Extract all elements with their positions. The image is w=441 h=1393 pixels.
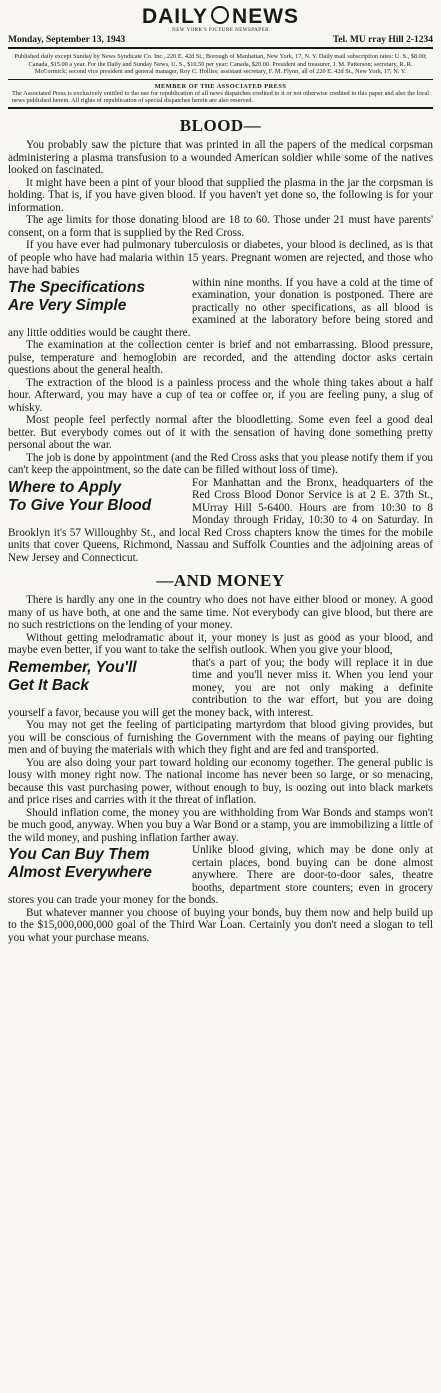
blood-paragraph: The examination at the collection center is brief and not embarrassing. Blood pressure, pulse, temperature and hemoglobin are recorded, and the attending doctor asks certain questions about the general health. xyxy=(8,339,433,377)
blood-paragraph: The extraction of the blood is a painless process and the whole thing takes about a half hour. Afterward, you may have a cup of tea or coffee or, if you are feeling puny, a slug of whisky. xyxy=(8,376,433,414)
money-paragraph: You may not get the feeling of participating martyrdom that blood giving provides, but you will be conscious of furnishing the Government with the means of paying our fighting men and of buying the materials with which they fight and are fed and transported. xyxy=(8,719,433,757)
newspaper-title xyxy=(8,6,433,27)
subhead-line: The Specifications xyxy=(8,278,145,296)
money-paragraph: Should inflation come, the money you are withholding from War Bonds and stamps won't be much good, anyway. When you buy a War Bond or a stamp, you are immobilizing a little of the wild money, and pushing inflation farther away. xyxy=(8,806,433,844)
blood-paragraph: within nine months. If you have a cold at the time of examination, your donation is postponed. There are practically no other specifications, as all blood is examined at the laboratory before being stored and any little oddities would be caught there. xyxy=(8,276,433,339)
blood-paragraph: If you have ever had pulmonary tuberculosis or diabetes, your blood is declined, as is that of people who have had malaria within 15 years. Pregnant women are rejected, and those who have had babies xyxy=(8,239,433,277)
blood-paragraph: You probably saw the picture that was printed in all the papers of the medical corpsman administering a plasma transfusion to a wounded American soldier while some of the natives looked on fascinated. xyxy=(8,139,433,177)
associated-press-notice xyxy=(8,80,433,110)
money-editorial xyxy=(8,594,433,944)
blood-paragraph: For Manhattan and the Bronx, headquarters of the Red Cross Blood Donor Service is at 2 E. 37th St., MUrray Hill 5-6400. Hours are from 10:30 to 8 Monday through Friday, 10:30 to 4 on Saturday. In Brooklyn it's 57 Willoughby St., and local Red Cross chapters know the times for the mobile units that cover Queens, Richmond, Nassau and Suffolk Counties and the adjoining areas of New Jersey and Connecticut. xyxy=(8,476,433,564)
camera-emblem-icon xyxy=(211,6,229,24)
blood-paragraph: The job is done by appointment (and the Red Cross asks that you please notify them if you can't keep the appointment, so the date can be filled without loss of time). xyxy=(8,451,433,477)
subhead-line: Remember, You'll xyxy=(8,658,137,676)
subhead-line: To Give Your Blood xyxy=(8,496,152,514)
subhead-line: Almost Everywhere xyxy=(8,864,152,882)
blood-paragraph: It might have been a pint of your blood that supplied the plasma in the jar the corpsman is holding. That is, if you have given blood. If you haven't yet done so, the following is for your information. xyxy=(8,176,433,214)
subhead-remember xyxy=(8,659,186,695)
subhead-specifications xyxy=(8,279,186,315)
blood-heading: BLOOD— xyxy=(179,116,262,136)
ap-heading: MEMBER OF THE ASSOCIATED PRESS xyxy=(154,82,287,90)
subhead-line: Are Very Simple xyxy=(8,296,127,314)
title-news: NEWS xyxy=(232,5,300,28)
money-paragraph: You are also doing your part toward holding our economy together. The general public is lousy with money right now. The national income has never been so large, or so menacing, because this vast purchasing power, without enough to buy, is oozing out into black markets and price rises and carries with it the threat of inflation. xyxy=(8,756,433,807)
subhead-buy-everywhere xyxy=(8,846,186,882)
ap-body: The Associated Press is exclusively entitled to the use for republication of all news dispatches credited to it or not otherwise credited in this paper and also the local news published herein. All rights of republication of special dispatches herein are also reserved. xyxy=(12,89,429,104)
blood-editorial xyxy=(8,139,433,564)
subhead-line: You Can Buy Them xyxy=(8,846,150,864)
publisher-info: Published daily except Sunday by News Syndicate Co. Inc., 220 E. 42d St., Borough of Manhattan, New York, 17, N. Y. Daily mail subscription rates: U. S., $8.00; Canada, $15.00 a year. For the Daily and Sunday News, U. S., $10.50 per year; Canada, $20.00. President and treasurer, J. M. Patterson; secretary, R. R. McCormick; second vice president and general manager, Roy C. Holliss; assistant secretary, F. M. Flynn, all of 220 E. 42d St., New York, 17, N. Y. xyxy=(8,49,433,80)
money-paragraph: There is hardly any one in the country who does not have either blood or money. A good many of us have both, at one and the same time. Not everybody can give blood, but there are no such restrictions on the lending of your money. xyxy=(8,594,433,632)
blood-paragraph: Most people feel perfectly normal after the bloodletting. Some even feel a good deal better. But everybody comes out of it with the sensation of having done something pretty personal about the war. xyxy=(8,414,433,452)
money-paragraph: that's a part of you; the body will replace it in due time and you'll never miss it. When you lend your money, you are not only making a definite contribution to the war effort, but you are doing yourself a favor, because you will get the money back, with interest. xyxy=(8,656,433,719)
money-paragraph: Unlike blood giving, which may be done only at certain places, bond buying can be done almost anywhere. There are door-to-door sales, theatre booths, department store counters; even in grocery stores you can trade your money for the bonds. xyxy=(8,844,433,907)
blood-paragraph: The age limits for those donating blood are 18 to 60. Those under 21 must have parents' consent, on a form that is supplied by the Red Cross. xyxy=(8,214,433,239)
title-daily: DAILY xyxy=(141,5,209,28)
money-heading: —AND MONEY xyxy=(156,571,285,591)
money-paragraph: Without getting melodramatic about it, your money is just as good as your blood, and maybe even better, if you want to take the selfish outlook. When you give your blood, xyxy=(8,631,433,657)
subhead-line: Where to Apply xyxy=(8,478,122,496)
money-paragraph: But whatever manner you choose of buying your bonds, buy them now and help build up to the $15,000,000,000 goal of the Third War Loan. Certainly you don't need a slogan to tell you what your purchase means. xyxy=(8,906,433,944)
subhead-where-to-apply xyxy=(8,479,186,515)
masthead xyxy=(8,6,433,33)
newspaper-subtitle: NEW YORK'S PICTURE NEWSPAPER xyxy=(172,28,269,33)
newspaper-page xyxy=(8,0,433,944)
subhead-line: Get It Back xyxy=(8,676,89,694)
telephone: Tel. MU rray Hill 2-1234 xyxy=(332,35,433,45)
issue-date: Monday, September 13, 1943 xyxy=(8,35,126,45)
dateline xyxy=(8,35,433,49)
